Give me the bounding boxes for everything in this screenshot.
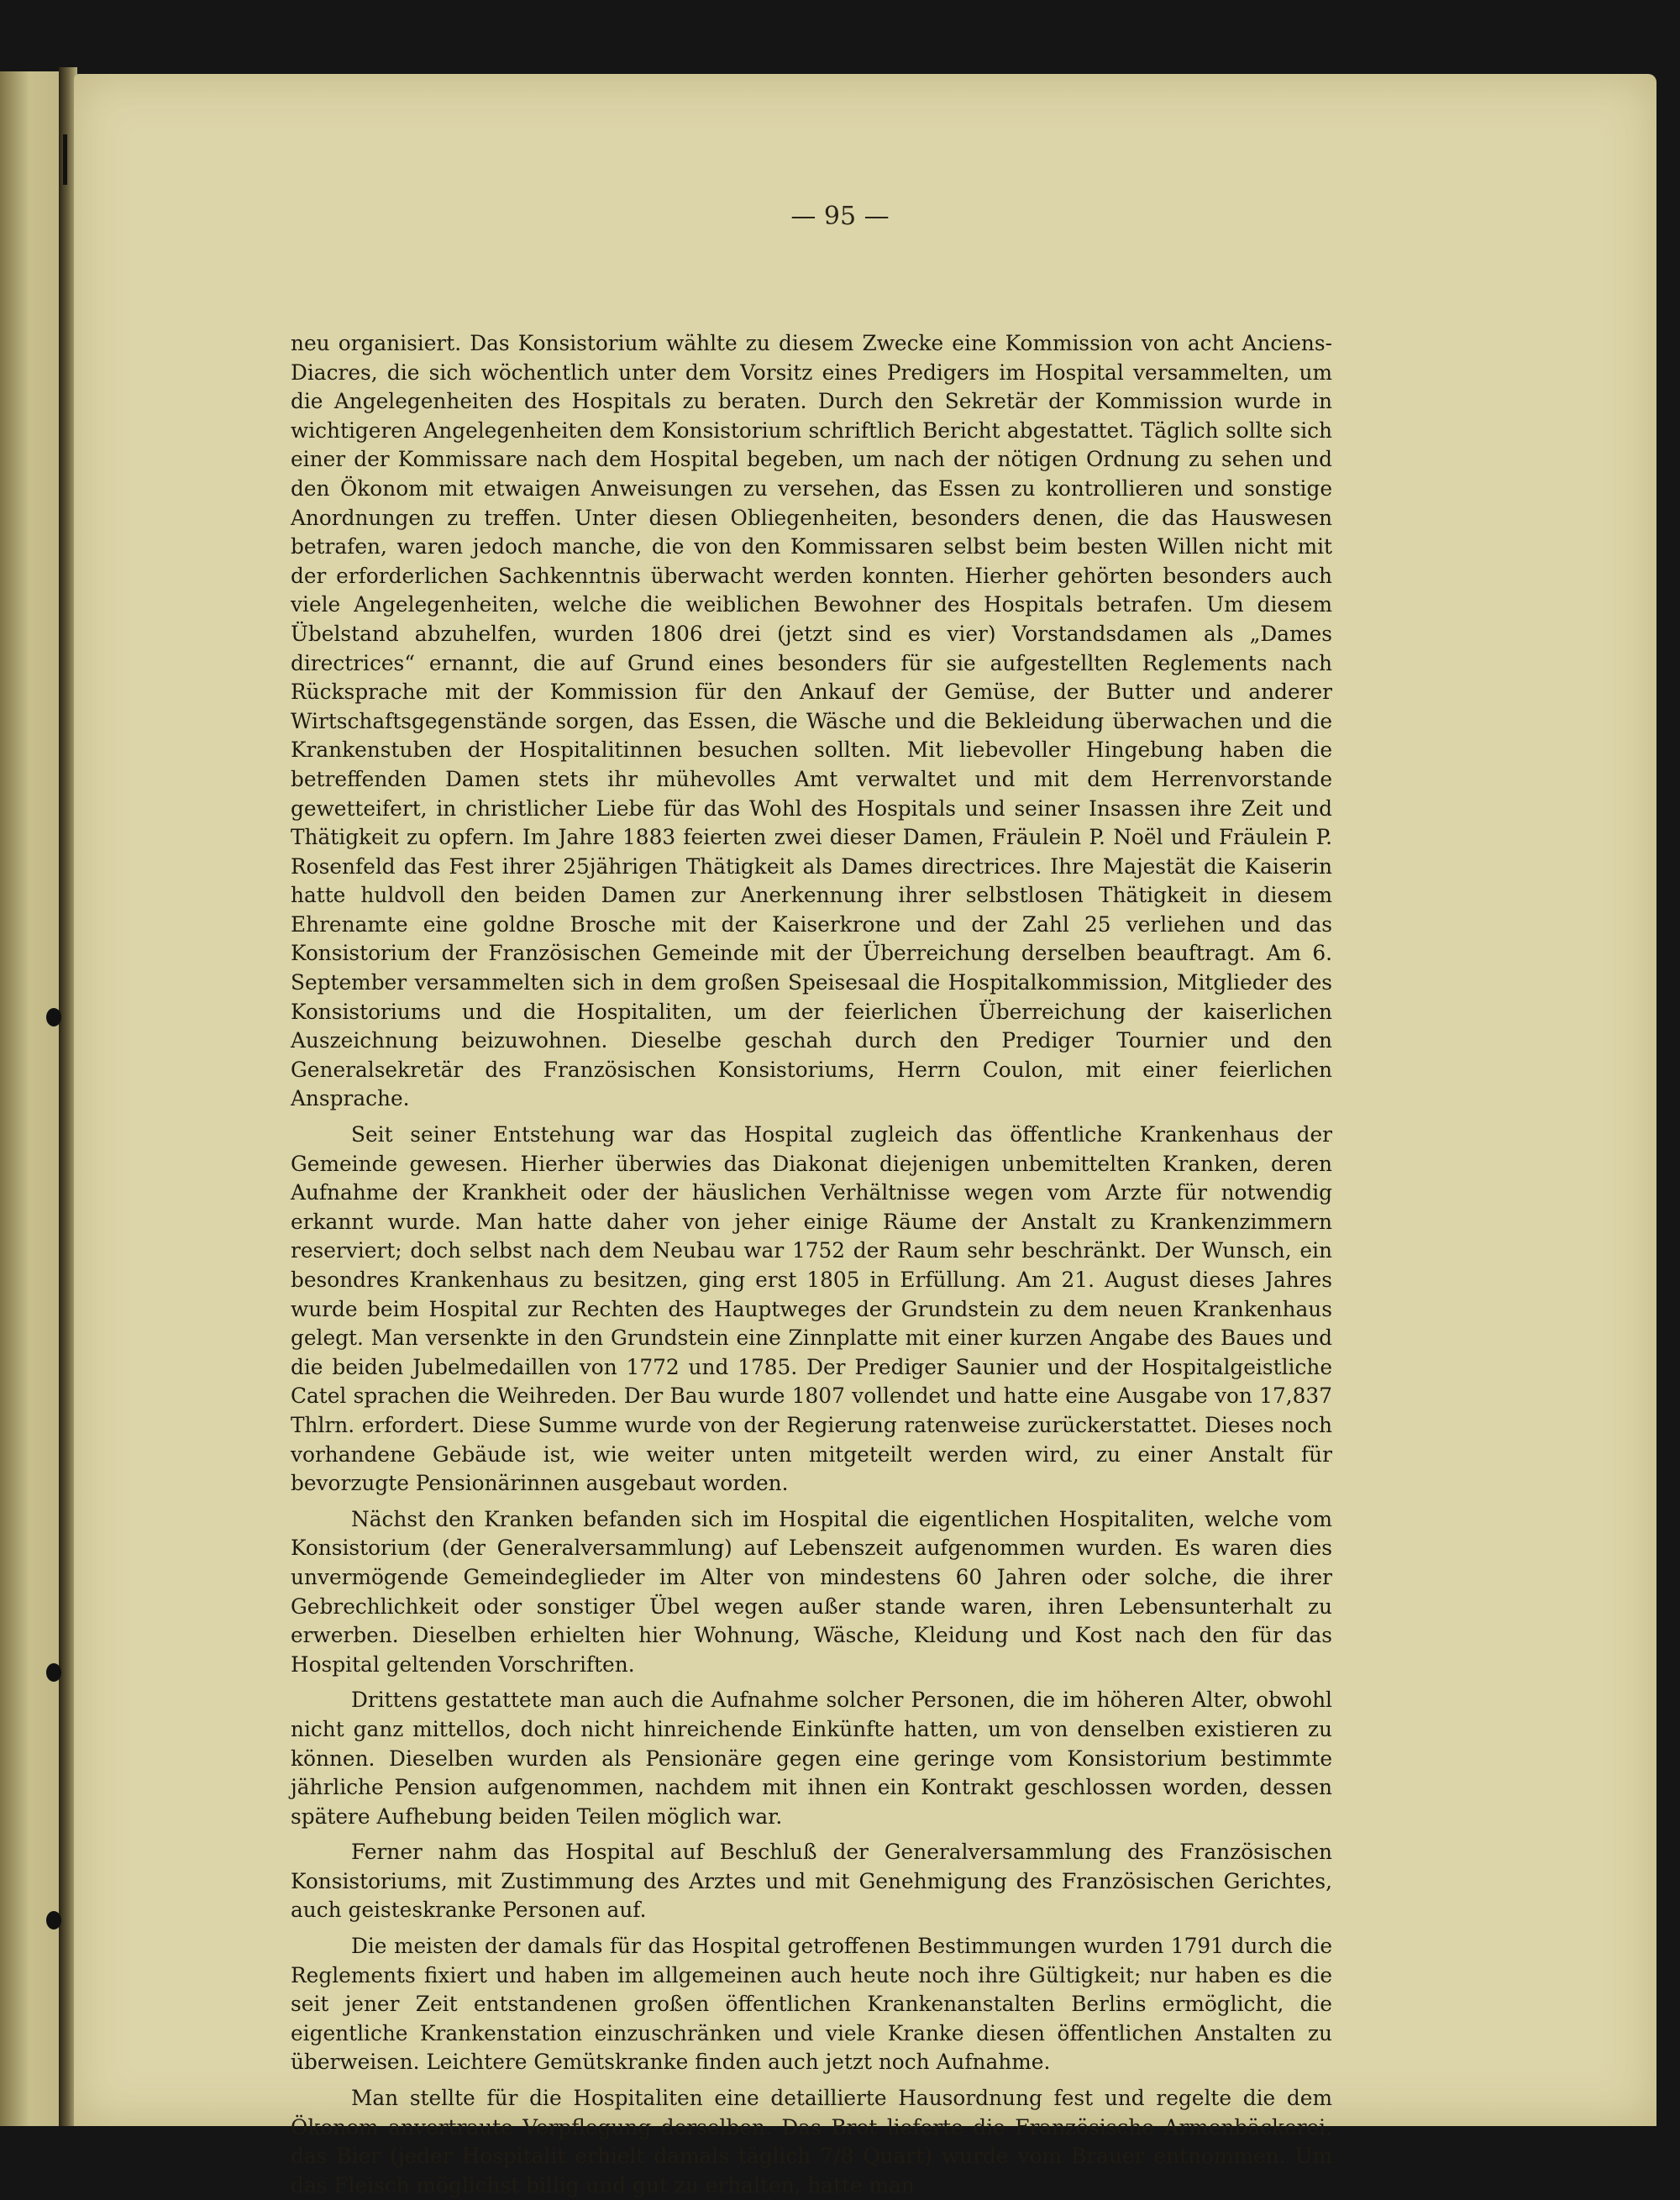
page-number: — 95 — bbox=[790, 202, 890, 231]
paragraph: neu organisiert. Das Konsistorium wählte zu diesem Zwecke eine Kommission von acht Anciens-Diacres, die sich wöchentlich unter dem Vorsitz eines Predigers im Hospital versammelten, um die Angelegenheiten des Hospitals zu beraten. Durch den Sekretär der Kommission wurde in wichtigeren Angelegenheiten dem Konsistorium schriftlich Bericht abgestattet. Täglich sollte sich einer der Kommissare nach dem Hospital begeben, um nach der nötigen Ordnung zu sehen und den Ökonom mit etwaigen Anweisungen zu versehen, das Essen zu kontrollieren und sonstige Anordnungen zu treffen. Unter diesen Obliegenheiten, besonders denen, die das Hauswesen betrafen, waren jedoch manche, die von den Kommissaren selbst beim besten Willen nicht mit der erforderlichen Sachkenntnis überwacht werden konnten. Hierher gehörten besonders auch viele Angelegenheiten, welche die weiblichen Bewohner des Hospitals betrafen. Um diesem Übelstand abzuhelfen, wurden 1806 drei (jetzt sind es vier) Vorstandsdamen als „Dames directrices“ ernannt, die auf Grund eines besonders für sie aufgestellten Reglements nach Rücksprache mit der Kommission für den Ankauf der Gemüse, der Butter und anderer Wirtschaftsgegenstände sorgen, das Essen, die Wäsche und die Bekleidung überwachen und die Krankenstuben der Hospitalitinnen besuchen sollten. Mit liebevoller Hingebung haben die betreffenden Damen stets ihr mühevolles Amt verwaltet und mit dem Herrenvorstande gewetteifert, in christlicher Liebe für das Wohl des Hospitals und seiner Insassen ihre Zeit und Thätigkeit zu opfern. Im Jahre 1883 feierten zwei dieser Damen, Fräulein P. Noël und Fräulein P. Rosenfeld das Fest ihrer 25jährigen Thätigkeit als Dames directrices. Ihre Majestät die Kaiserin hatte huldvoll den beiden Damen zur Anerkennung ihrer selbstlosen Thätigkeit in diesem Ehrenamte eine goldne Brosche mit der Kaiserkrone und der Zahl 25 verliehen und das Konsistorium der Französischen Gemeinde mit der Überreichung derselben beauftragt. Am 6. September versammelten sich in dem großen Speisesaal die Hospitalkommission, Mitglieder des Konsistoriums und die Hospitaliten, um der feierlichen Überreichung der kaiserlichen Auszeichnung beizuwohnen. Dieselbe geschah durch den Prediger Tournier und den Generalsekretär des Französischen Konsistoriums, Herrn Coulon, mit einer feierlichen Ansprache. bbox=[291, 331, 1332, 1111]
paragraph: Ferner nahm das Hospital auf Beschluß der Generalversammlung des Französischen Konsistoriums, mit Zustimmung des Arztes und mit Genehmigung des Französischen Gerichtes, auch geisteskranke Personen auf. bbox=[291, 1840, 1332, 1923]
paragraph: Drittens gestattete man auch die Aufnahme solcher Personen, die im höheren Alter, obwohl nicht ganz mittellos, doch nicht hinreichende Einkünfte hatten, um von denselben existieren zu können. Dieselben wurden als Pensionäre gegen eine geringe vom Konsistorium bestimmte jährliche Pension aufgenommen, nachdem mit ihnen ein Kontrakt geschlossen worden, dessen spätere Aufhebung beiden Teilen möglich war. bbox=[291, 1688, 1332, 1829]
binding-mark bbox=[63, 134, 67, 185]
left-page-edge bbox=[0, 71, 66, 2126]
paragraph: Nächst den Kranken befanden sich im Hospital die eigentlichen Hospitaliten, welche vom Konsistorium (der Generalversammlung) auf Lebenszeit aufgenommen wurden. Es waren dies unvermögende Gemeindeglieder im Alter von mindestens 60 Jahren oder solche, die ihrer Gebrechlichkeit oder sonstiger Übel wegen außer stande waren, ihren Lebensunterhalt zu erwerben. Dieselben erhielten hier Wohnung, Wäsche, Kleidung und Kost nach den für das Hospital geltenden Vorschriften. bbox=[291, 1506, 1332, 1677]
paragraph: Die meisten der damals für das Hospital getroffenen Bestimmungen wurden 1791 durch die Reglements fixiert und haben im allgemeinen auch heute noch ihre Gültigkeit; nur haben es die seit jener Zeit entstandenen großen öffentlichen Krankenanstalten Berlins ermöglicht, die eigentliche Krankenstation einzuschränken und viele Kranke diesen öffentlichen Anstalten zu überweisen. Leichtere Gemütskranke finden auch jetzt noch Aufnahme. bbox=[291, 1934, 1332, 2075]
binding-hole bbox=[46, 1911, 61, 1930]
binding-hole bbox=[46, 1008, 61, 1026]
paragraph: Man stellte für die Hospitaliten eine detaillierte Hausordnung fest und regelte die dem Ökonom anvertraute Verpflegung derselben. Das Brot lieferte die Französische Armenbäckerei, das Bier (jeder Hospitalit erhielt damals täglich 7/8 Quart) wurde vom Brauer entnommen. Um das Fleisch möglichst billig und gut zu erhalten, hatte man bbox=[291, 2086, 1332, 2197]
binding-hole bbox=[46, 1663, 61, 1682]
body-text bbox=[291, 329, 1332, 2200]
paragraph: Seit seiner Entstehung war das Hospital zugleich das öffentliche Krankenhaus der Gemeinde gewesen. Hierher überwies das Diakonat diejenigen unbemittelten Kranken, deren Aufnahme der Krankheit oder der häuslichen Verhältnisse wegen vom Arzte für notwendig erkannt wurde. Man hatte daher von jeher einige Räume der Anstalt zu Krankenzimmern reserviert; doch selbst nach dem Neubau war 1752 der Raum sehr beschränkt. Der Wunsch, ein besondres Krankenhaus zu besitzen, ging erst 1805 in Erfüllung. Am 21. August dieses Jahres wurde beim Hospital zur Rechten des Hauptweges der Grundstein zu dem neuen Krankenhaus gelegt. Man versenkte in den Grundstein eine Zinnplatte mit einer kurzen Angabe des Baues und die beiden Jubelmedaillen von 1772 und 1785. Der Prediger Saunier und der Hospitalgeistliche Catel sprachen die Weihreden. Der Bau wurde 1807 vollendet und hatte eine Ausgabe von 17,837 Thlrn. erfordert. Diese Summe wurde von der Regierung ratenweise zurückerstattet. Dieses noch vorhandene Gebäude ist, wie weiter unten mitgeteilt werden wird, zu einer Anstalt für bevorzugte Pensionärinnen ausgebaut worden. bbox=[291, 1122, 1332, 1496]
